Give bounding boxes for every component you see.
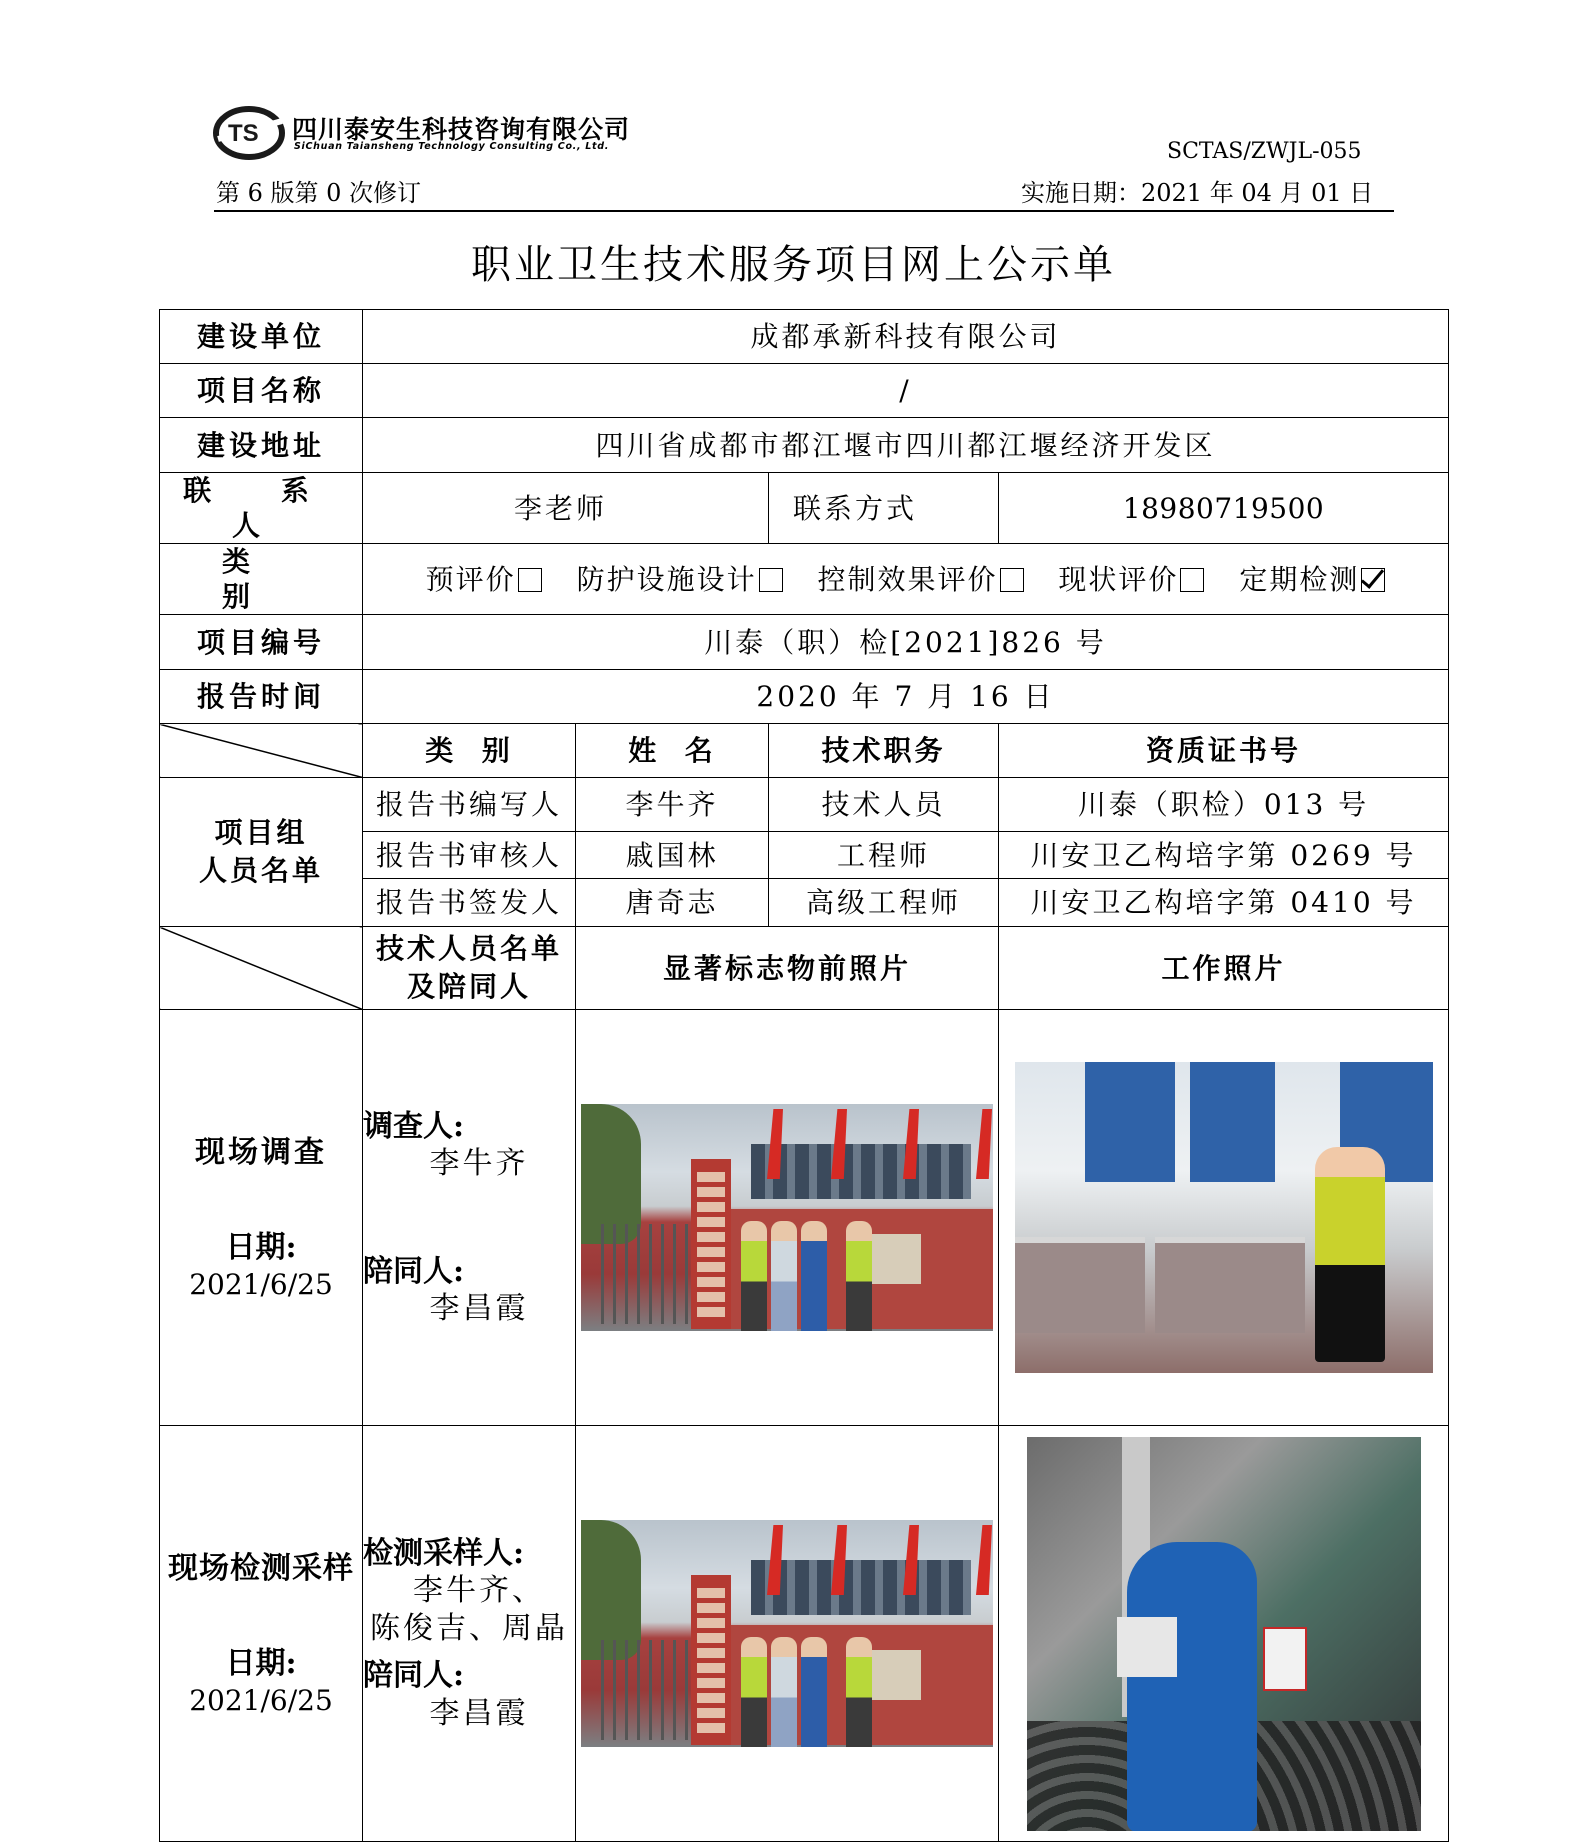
photo-person bbox=[741, 1637, 767, 1747]
row-build-unit bbox=[160, 310, 1449, 364]
photo-building bbox=[751, 1144, 971, 1199]
report-time-value: 2020 年 7 月 16 日 bbox=[363, 670, 1449, 724]
office-work-photo bbox=[1015, 1062, 1433, 1373]
member-title: 技术人员 bbox=[769, 778, 999, 832]
photo-person bbox=[741, 1221, 767, 1331]
contact-method-label: 联系方式 bbox=[769, 473, 999, 544]
project-number-label: 项目编号 bbox=[160, 615, 363, 670]
header-divider bbox=[214, 210, 1394, 212]
report-time-label: 报告时间 bbox=[160, 670, 363, 724]
photo-worker bbox=[1315, 1147, 1385, 1362]
survey-stage-title: 现场调查 bbox=[195, 1134, 327, 1170]
member-cert: 川安卫乙构培字第 0269 号 bbox=[999, 832, 1449, 879]
member-role: 报告书审核人 bbox=[363, 832, 576, 879]
team-col-title: 技术职务 bbox=[769, 724, 999, 778]
photo-sign-lettering bbox=[697, 1172, 725, 1322]
build-unit-label: 建设单位 bbox=[160, 310, 363, 364]
landmark-photo bbox=[581, 1104, 993, 1331]
sampling-stage-title: 现场检测采样 bbox=[168, 1550, 354, 1586]
photo-desk bbox=[1015, 1237, 1145, 1333]
photo-window bbox=[1085, 1062, 1175, 1182]
investigator-name: 李牛齐 bbox=[429, 1146, 529, 1181]
sampler-label: 检测采样人: bbox=[363, 1535, 525, 1571]
row-address bbox=[160, 418, 1449, 473]
checkbox-icon[interactable] bbox=[759, 568, 783, 592]
member-name: 唐奇志 bbox=[576, 879, 769, 927]
sampler-names: 陈俊吉、周晶 bbox=[370, 1610, 568, 1646]
photo-window bbox=[1190, 1062, 1275, 1182]
row-contact bbox=[160, 473, 1449, 544]
photo-person bbox=[846, 1221, 872, 1331]
photo-person bbox=[801, 1637, 827, 1747]
investigator-label: 调查人: bbox=[363, 1108, 465, 1144]
sampling-work-photo bbox=[1027, 1437, 1421, 1831]
sampling-landmark-photo-cell bbox=[576, 1426, 999, 1842]
flag-icon bbox=[976, 1525, 992, 1595]
member-title: 高级工程师 bbox=[769, 879, 999, 927]
team-col-role: 类 别 bbox=[363, 724, 576, 778]
row-photo-header bbox=[160, 927, 1449, 1010]
member-title: 工程师 bbox=[769, 832, 999, 879]
diagonal-header-cell bbox=[160, 724, 363, 778]
checkbox-icon[interactable] bbox=[1180, 568, 1204, 592]
team-col-name: 姓 名 bbox=[576, 724, 769, 778]
sampling-stage-cell bbox=[160, 1426, 363, 1842]
col-landmark-photo: 显著标志物前照片 bbox=[576, 927, 999, 1010]
project-name-value: / bbox=[363, 364, 1449, 418]
photo-warning-sign bbox=[1263, 1627, 1307, 1691]
member-role: 报告书编写人 bbox=[363, 778, 576, 832]
row-site-sampling bbox=[160, 1426, 1449, 1842]
sampler-names: 李牛齐、 bbox=[413, 1573, 545, 1609]
company-logo bbox=[212, 103, 287, 161]
row-category bbox=[160, 544, 1449, 615]
photo-building bbox=[751, 1560, 971, 1615]
photo-gate bbox=[601, 1640, 691, 1740]
row-report-time bbox=[160, 670, 1449, 724]
row-team-header bbox=[160, 724, 1449, 778]
sampling-work-photo-cell bbox=[999, 1426, 1449, 1842]
row-site-survey bbox=[160, 1010, 1449, 1426]
survey-date: 2021/6/25 bbox=[189, 1267, 333, 1301]
member-role: 报告书签发人 bbox=[363, 879, 576, 927]
category-option-status-assessment[interactable]: 现状评价 bbox=[1058, 563, 1204, 596]
category-option-periodic-testing[interactable]: 定期检测 bbox=[1239, 563, 1385, 596]
photo-tree bbox=[581, 1520, 641, 1660]
col-work-photo: 工作照片 bbox=[999, 927, 1449, 1010]
landmark-photo bbox=[581, 1520, 993, 1747]
revision-label: 第 6 版第 0 次修订 bbox=[216, 179, 422, 207]
survey-work-photo-cell bbox=[999, 1010, 1449, 1426]
checkbox-icon[interactable] bbox=[518, 568, 542, 592]
build-unit-value: 成都承新科技有限公司 bbox=[363, 310, 1449, 364]
photo-gate bbox=[601, 1224, 691, 1324]
category-option-protection-design[interactable]: 防护设施设计 bbox=[577, 563, 783, 596]
flag-icon bbox=[976, 1109, 992, 1179]
logo-text: TS bbox=[228, 120, 259, 147]
category-option-control-effect[interactable]: 控制效果评价 bbox=[818, 563, 1024, 596]
contact-label: 联 系 人 bbox=[160, 473, 363, 544]
contact-value: 李老师 bbox=[363, 473, 769, 544]
category-label: 类 别 bbox=[160, 544, 363, 615]
photo-sampling-device bbox=[1117, 1617, 1177, 1677]
implementation-date: 实施日期：2021 年 04 月 01 日 bbox=[1021, 179, 1374, 207]
photo-person bbox=[846, 1637, 872, 1747]
document-title: 职业卫生技术服务项目网上公示单 bbox=[471, 242, 1116, 288]
companion-name: 李昌霞 bbox=[429, 1695, 529, 1731]
contact-method-value: 18980719500 bbox=[999, 473, 1449, 544]
document-code: SCTAS/ZWJL-055 bbox=[1167, 139, 1362, 164]
address-label: 建设地址 bbox=[160, 418, 363, 473]
company-name-en: SiChuan Taiansheng Technology Consulting Co., Ltd. bbox=[294, 141, 610, 152]
row-project-name bbox=[160, 364, 1449, 418]
member-cert: 川泰（职检）013 号 bbox=[999, 778, 1449, 832]
disclosure-form-table bbox=[159, 309, 1449, 1842]
companion-label: 陪同人: bbox=[363, 1658, 465, 1694]
survey-landmark-photo-cell bbox=[576, 1010, 999, 1426]
photo-person bbox=[771, 1221, 797, 1331]
sampling-date: 2021/6/25 bbox=[189, 1683, 333, 1717]
photo-person bbox=[771, 1637, 797, 1747]
checked-checkbox-icon[interactable] bbox=[1361, 568, 1385, 592]
sampling-staff-cell bbox=[363, 1426, 576, 1842]
project-name-label: 项目名称 bbox=[160, 364, 363, 418]
category-option-pre-assessment[interactable]: 预评价 bbox=[426, 563, 542, 596]
team-label: 项目组 人员名单 bbox=[160, 778, 363, 927]
companion-label: 陪同人: bbox=[363, 1253, 465, 1289]
member-cert: 川安卫乙构培字第 0410 号 bbox=[999, 879, 1449, 927]
project-number-value: 川泰（职）检[2021]826 号 bbox=[363, 615, 1449, 670]
category-options bbox=[363, 544, 1449, 615]
member-name: 戚国林 bbox=[576, 832, 769, 879]
survey-staff-cell bbox=[363, 1010, 576, 1426]
survey-stage-cell bbox=[160, 1010, 363, 1426]
col-staff-companion: 技术人员名单 及陪同人 bbox=[363, 927, 576, 1010]
photo-worker bbox=[1127, 1542, 1257, 1831]
photo-sign-lettering bbox=[697, 1588, 725, 1738]
member-name: 李牛齐 bbox=[576, 778, 769, 832]
team-row bbox=[160, 778, 1449, 832]
survey-date-label: 日期: bbox=[225, 1230, 297, 1265]
company-name-cn: 四川泰安生科技咨询有限公司 bbox=[292, 115, 631, 144]
sampling-date-label: 日期: bbox=[225, 1646, 297, 1681]
photo-person bbox=[801, 1221, 827, 1331]
diagonal-header-cell bbox=[160, 927, 363, 1010]
team-col-cert: 资质证书号 bbox=[999, 724, 1449, 778]
checkbox-icon[interactable] bbox=[1000, 568, 1024, 592]
row-project-number bbox=[160, 615, 1449, 670]
photo-tree bbox=[581, 1104, 641, 1244]
companion-name: 李昌霞 bbox=[429, 1291, 529, 1326]
address-value: 四川省成都市都江堰市四川都江堰经济开发区 bbox=[363, 418, 1449, 473]
photo-desk bbox=[1155, 1237, 1305, 1333]
